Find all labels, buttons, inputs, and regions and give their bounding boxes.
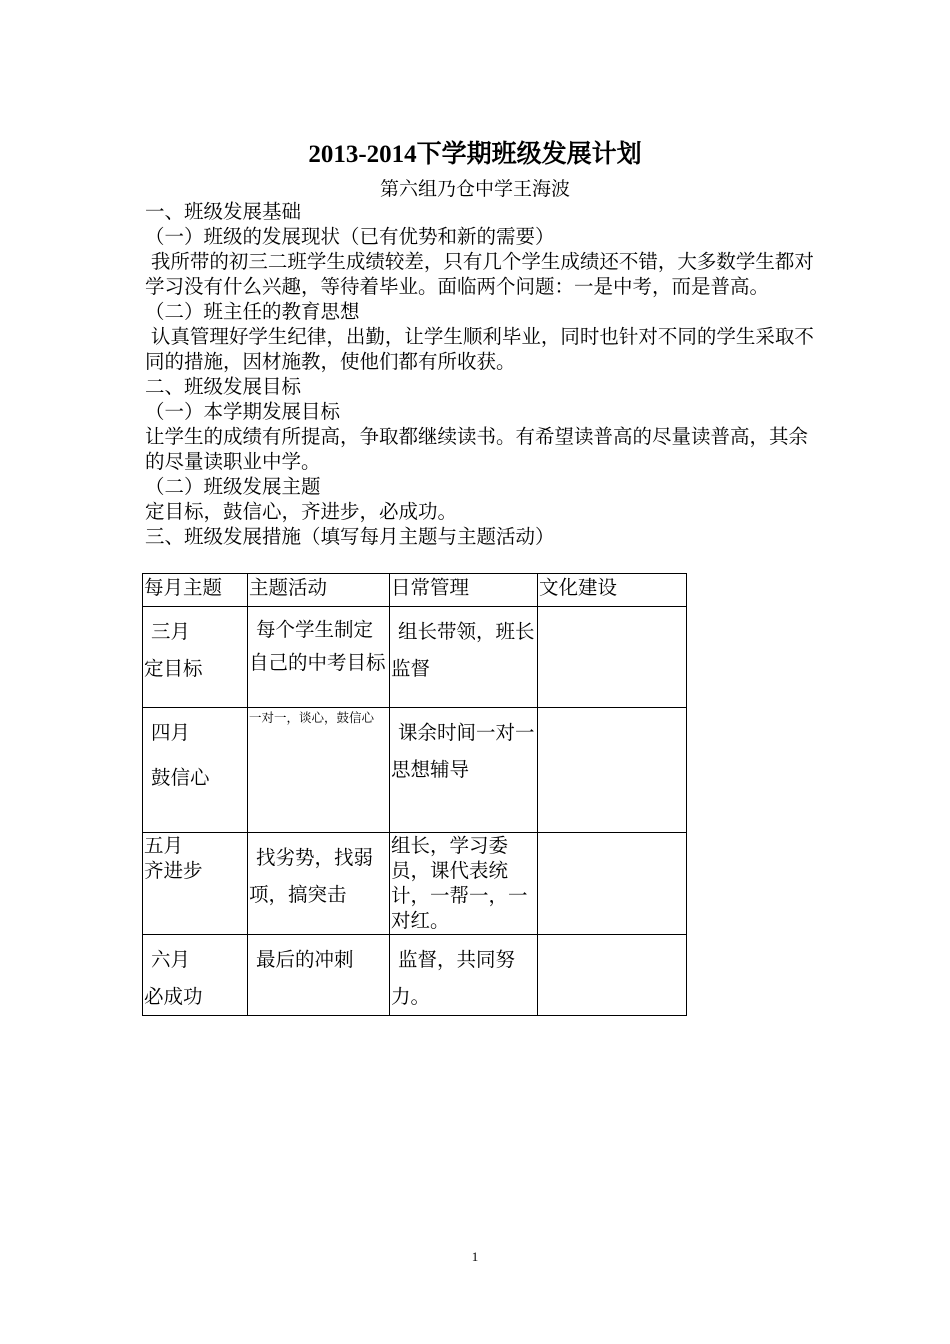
subsection-heading: （一）班级的发展现状（已有优势和新的需要）: [145, 225, 555, 248]
activity-cell: [248, 833, 390, 935]
table-row: [143, 833, 687, 935]
culture-cell: [538, 708, 687, 833]
document-title: 2013-2014下学期班级发展计划: [308, 141, 642, 168]
management-text: 组长，学习委员，课代表统计，一帮一，一对红。: [391, 834, 528, 932]
subsection-heading: （一）本学期发展目标: [145, 400, 341, 423]
activity-text: 一对一，谈心，鼓信心: [249, 710, 375, 725]
measures-table: [142, 573, 687, 1016]
paragraph: 定目标，鼓信心，齐进步，必成功。: [145, 500, 458, 523]
paragraph: 让学生的成绩有所提高，争取都继续读书。有希望读普高的尽量读普高，其余的尽量读职业中学。: [145, 425, 809, 473]
culture-cell: [538, 935, 687, 1016]
table-row: [143, 607, 687, 708]
activity-text: 每个学生制定自己的中考目标: [249, 618, 386, 674]
activity-cell: [248, 935, 390, 1016]
table-header-cell: 日常管理: [390, 574, 538, 607]
management-text: 课余时间一对一思想辅导: [391, 721, 535, 781]
author-line: 第六组乃仓中学王海波: [379, 178, 570, 200]
culture-cell: [538, 607, 687, 708]
month-theme-cell: [143, 833, 248, 935]
management-cell: [390, 833, 538, 935]
management-text: 监督，共同努力。: [391, 948, 516, 1008]
section-heading: 一、班级发展基础: [145, 200, 302, 223]
culture-cell: [538, 833, 687, 935]
table-header-cell: 文化建设: [538, 574, 687, 607]
month-label: 四月: [151, 721, 191, 744]
theme-label: 齐进步: [144, 859, 203, 882]
management-cell: [390, 708, 538, 833]
activity-text: 找劣势，找弱项，搞突击: [249, 846, 374, 906]
document-body: [145, 199, 815, 549]
theme-label: 定目标: [144, 657, 203, 680]
table-row: [143, 708, 687, 833]
month-theme-cell: [143, 607, 248, 708]
section-heading: 二、班级发展目标: [145, 375, 302, 398]
month-label: 六月: [151, 948, 191, 971]
month-theme-cell: [143, 935, 248, 1016]
management-cell: [390, 607, 538, 708]
month-label: 三月: [151, 620, 191, 643]
subsection-heading: （二）班级发展主题: [145, 475, 321, 498]
activity-text: 最后的冲刺: [256, 948, 354, 971]
theme-label: 鼓信心: [151, 766, 210, 789]
table-row: [143, 935, 687, 1016]
management-text: 组长带领，班长监督: [391, 620, 535, 680]
page-number: 1: [471, 1249, 479, 1264]
month-label: 五月: [144, 834, 184, 857]
month-theme-cell: [143, 708, 248, 833]
theme-label: 必成功: [144, 985, 203, 1008]
section-heading: 三、班级发展措施（填写每月主题与主题活动）: [145, 525, 555, 548]
activity-cell: [248, 708, 390, 833]
table-header-cell: 每月主题: [143, 574, 248, 607]
subsection-heading: （二）班主任的教育思想: [145, 300, 360, 323]
table-header-cell: 主题活动: [248, 574, 390, 607]
paragraph: 认真管理好学生纪律，出勤，让学生顺利毕业，同时也针对不同的学生采取不同的措施，因材施教，使他们都有所收获。: [145, 325, 814, 373]
paragraph: 我所带的初三二班学生成绩较差，只有几个学生成绩还不错，大多数学生都对学习没有什么兴趣，等待着毕业。面临两个问题：一是中考，而是普高。: [145, 250, 814, 298]
activity-cell: [248, 607, 390, 708]
table-header-row: [143, 574, 687, 607]
management-cell: [390, 935, 538, 1016]
